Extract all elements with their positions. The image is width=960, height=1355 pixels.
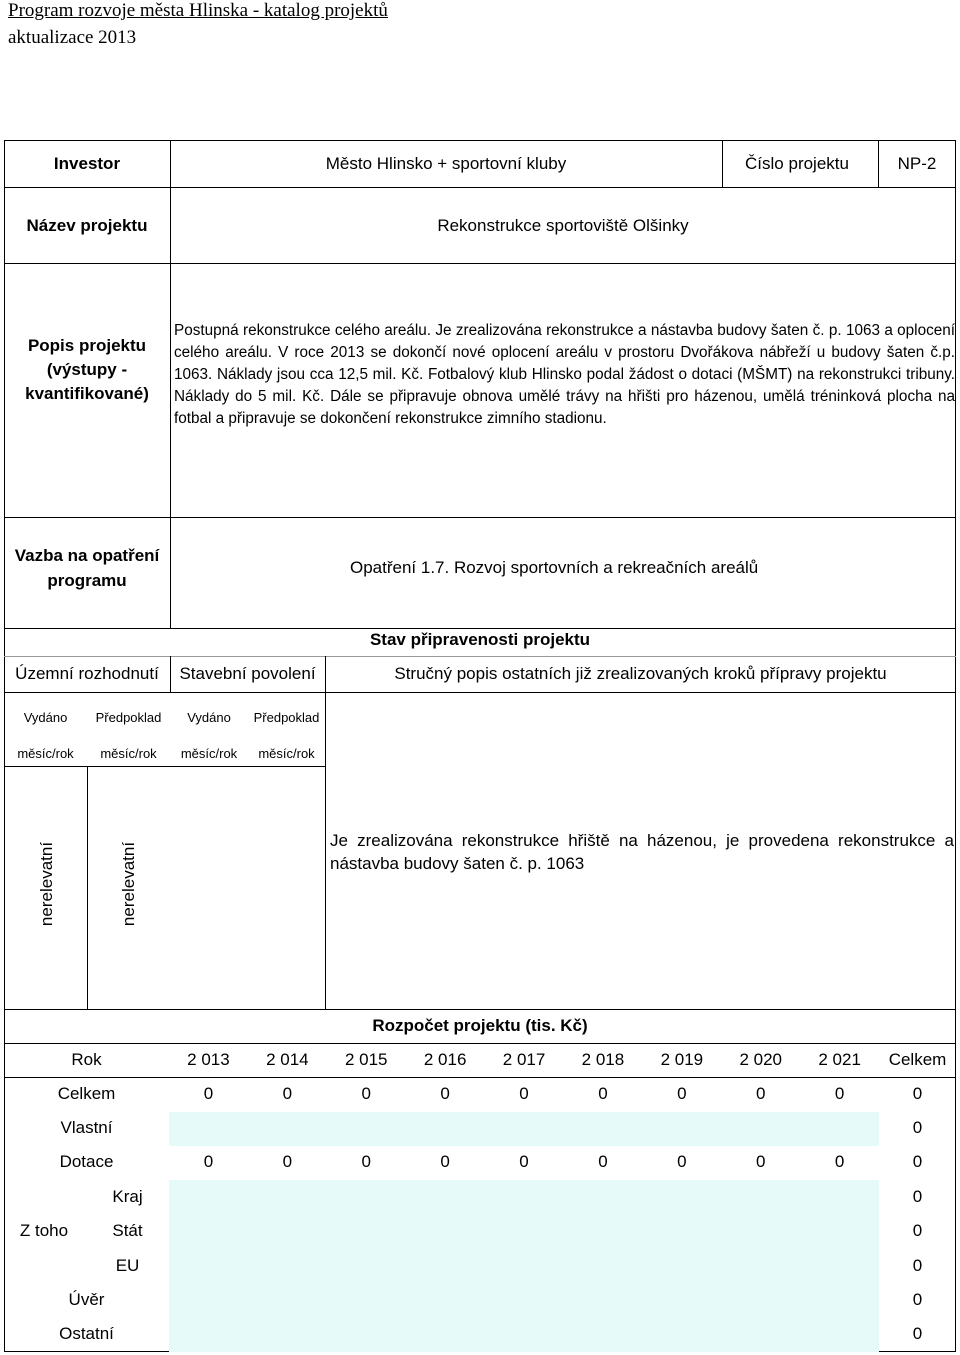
total-column-header: Celkem	[888, 1050, 947, 1069]
year-header-cell: 2 014	[266, 1050, 309, 1069]
steps-text: Je zrealizována rekonstrukce hřiště na házenou, je provedena rekonstrukce a nástavba budovy šaten č. p. 1063	[330, 831, 954, 873]
total-dotace: 0	[912, 1152, 923, 1171]
value-cell-dotace: 0	[440, 1152, 450, 1171]
value-cell-celkem: 0	[440, 1084, 450, 1103]
document-title: Program rozvoje města Hlinska - katalog projektů	[8, 0, 388, 21]
row-label-stat: Stát	[112, 1221, 143, 1240]
value-cell-dotace: 0	[834, 1152, 845, 1171]
territorial-expected: Předpoklad	[95, 709, 162, 725]
row-label-eu: EU	[115, 1256, 140, 1275]
value-cell-dotace: 0	[361, 1152, 371, 1171]
year-label: Rok	[71, 1050, 102, 1069]
value-cell-celkem: 0	[598, 1084, 608, 1103]
territorial-value: nerelevatní	[37, 841, 56, 927]
year-header-cell: 2 018	[581, 1050, 625, 1069]
project-number-label: Číslo projektu	[745, 154, 849, 173]
value-cell-celkem: 0	[677, 1084, 687, 1103]
building-expected: Předpoklad	[253, 709, 320, 725]
year-header-cell: 2 017	[502, 1050, 546, 1069]
territorial-issued: Vydáno	[23, 709, 68, 725]
territorial-expected-date: měsíc/rok	[100, 745, 157, 761]
row-label-vlastni: Vlastní	[60, 1118, 113, 1137]
row-label-celkem: Celkem	[57, 1084, 116, 1103]
total-vlastni: 0	[912, 1118, 923, 1137]
total-uver: 0	[912, 1290, 923, 1309]
value-cell-celkem: 0	[519, 1084, 529, 1103]
territorial-decision-header: Územní rozhodnutí	[15, 664, 159, 683]
row-label-uver: Úvěr	[68, 1290, 105, 1309]
measure-label: Vazba na opatření programu	[14, 546, 160, 590]
year-header-cell: 2 016	[423, 1050, 467, 1069]
row-label-kraj: Kraj	[112, 1187, 143, 1206]
value-cell-dotace: 0	[282, 1152, 293, 1171]
value-cell-dotace: 0	[598, 1152, 608, 1171]
readiness-title: Stav připravenosti projektu	[369, 630, 591, 649]
value-cell-dotace: 0	[756, 1152, 766, 1171]
total-stat: 0	[912, 1221, 923, 1240]
description-label: Popis projektu (výstupy - kvantifikované)	[25, 336, 149, 403]
year-header-cell: 2 013	[187, 1050, 230, 1069]
year-header-cell: 2 015	[344, 1050, 388, 1069]
year-header-cell: 2 020	[739, 1050, 783, 1069]
total-celkem: 0	[912, 1084, 923, 1103]
project-name-label: Název projektu	[26, 215, 148, 235]
building-expected-date: měsíc/rok	[258, 745, 315, 761]
total-kraj: 0	[912, 1187, 923, 1206]
value-cell-dotace: 0	[677, 1152, 687, 1171]
value-cell-celkem: 0	[361, 1084, 371, 1103]
document-subtitle: aktualizace 2013	[8, 27, 137, 48]
measure-value: Opatření 1.7. Rozvoj sportovních a rekreačních areálů	[350, 558, 759, 577]
investor-label: Investor	[53, 154, 121, 173]
total-eu: 0	[912, 1256, 923, 1275]
investor-value: Město Hlinsko + sportovní kluby	[325, 154, 567, 173]
budget-title: Rozpočet projektu (tis. Kč)	[372, 1016, 588, 1035]
z-toho-label: Z toho	[19, 1221, 69, 1240]
value-cell-dotace: 0	[519, 1152, 529, 1171]
value-cell-celkem: 0	[203, 1084, 214, 1103]
building-value: nerelevatní	[119, 841, 138, 927]
value-cell-celkem: 0	[834, 1084, 845, 1103]
row-label-ostatni: Ostatní	[59, 1324, 114, 1343]
building-issued-date: měsíc/rok	[180, 745, 238, 761]
territorial-issued-date: měsíc/rok	[17, 745, 74, 761]
steps-header: Stručný popis ostatních již zrealizovaných kroků přípravy projektu	[394, 664, 887, 683]
project-name-value: Rekonstrukce sportoviště Olšinky	[437, 215, 689, 235]
value-cell-dotace: 0	[203, 1152, 214, 1171]
description-text: Postupná rekonstrukce celého areálu. Je zrealizována rekonstrukce a nástavba budovy šaten č. p. 1063 a oplocení celého areálu. V roce 2013 se dokončí nové oplocení areálu v prostoru Dvořákova nábřeží u budovy šaten č.p. 1063. Náklady jsou cca 12,5 mil. Kč. Fotbalový klub Hlinsko podal žádost o dotaci (MŠMT) na rekonstrukci tribuny. Náklady do 5 mil. Kč. Dále se připravuje obnova umělé trávy na hřišti pro házenou, umělá tréninková plocha na fotbal a připravuje se dokončení rekonstrukce zimního stadionu.	[174, 322, 955, 427]
year-header-cell: 2 019	[660, 1050, 704, 1069]
row-label-dotace: Dotace	[59, 1152, 114, 1171]
project-number-value: NP-2	[897, 154, 937, 173]
total-ostatni: 0	[912, 1324, 923, 1343]
value-cell-celkem: 0	[756, 1084, 766, 1103]
year-header-cell: 2 021	[818, 1050, 861, 1069]
building-permit-header: Stavební povolení	[179, 664, 316, 683]
building-issued: Vydáno	[187, 709, 231, 725]
value-cell-celkem: 0	[282, 1084, 293, 1103]
